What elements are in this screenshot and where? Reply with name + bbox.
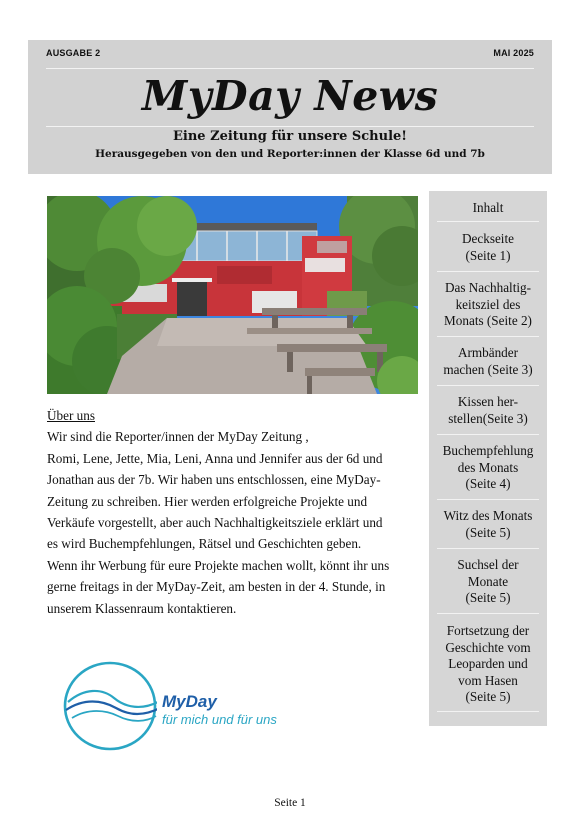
toc-item-line: (Seite 5) [465,689,511,704]
issue-date: MAI 2025 [493,48,534,58]
about-line: Verkäufe vorgestellt, aber auch Nachhaltigkeitsziele erklärt und [47,515,383,531]
toc-item-line: keitsziel des [455,296,521,312]
logo-tagline: für mich und für uns [162,712,277,727]
toc-item-witz[interactable] [437,508,539,541]
toc-divider [437,499,539,500]
toc-divider [437,613,539,614]
toc-title: Inhalt [472,200,504,215]
masthead-rule-bottom [46,126,534,127]
toc-item-deckseite[interactable] [437,231,539,264]
masthead [28,40,552,174]
toc-item-fortsetzung[interactable] [437,623,539,706]
toc-item-line: (Seite 5) [465,590,511,605]
school-building-image [47,196,418,394]
about-us-heading: Über uns [47,408,95,423]
toc-item-suchsel[interactable] [437,557,539,607]
toc-item-line: des Monats [457,459,519,475]
toc-item-line: Buchempfehlung [442,443,534,458]
toc-item-armbaender[interactable] [437,345,539,378]
school-photo [47,196,418,394]
table-of-contents [429,191,547,726]
toc-divider [437,221,539,222]
about-line: Jonathan aus der 7b. Wir haben uns entschlossen, eine MyDay- [47,472,381,488]
about-us-section [47,405,437,619]
about-line: Wir sind die Reporter/innen der MyDay Zeitung , [47,429,309,445]
toc-item-line: Fortsetzung der [446,623,530,638]
myday-logo [62,658,312,760]
toc-item-line: (Seite 5) [465,524,511,540]
about-line: Romi, Lene, Jette, Mia, Leni, Anna und Jennifer aus der 6d und [47,450,383,466]
toc-item-line: Witz des Monats [443,508,533,523]
toc-divider [437,271,539,272]
about-line: unserem Klassenraum kontaktieren. [47,600,237,616]
newspaper-subtitle: Eine Zeitung für unsere Schule! [173,129,407,144]
toc-item-nachhaltigkeitsziel[interactable] [437,280,539,330]
about-line: Zeitung zu schreiben. Hier werden erfolgreiche Projekte und [47,493,368,509]
toc-item-line: stellen(Seite 3) [448,410,528,426]
myday-logo-graphic [62,658,312,760]
toc-divider [437,711,539,712]
toc-item-line: Monats (Seite 2) [444,313,532,328]
toc-item-line: Armbänder [457,345,519,360]
toc-divider [437,434,539,435]
toc-item-line: Suchsel der [457,557,519,572]
newspaper-title: MyDay News [141,72,439,120]
toc-item-line: Kissen her- [457,394,519,409]
toc-item-line: Deckseite [462,231,514,246]
logo-name: MyDay [162,692,217,711]
toc-item-line: (Seite 4) [465,476,511,491]
page-number: Seite 1 [274,797,306,809]
toc-divider [437,548,539,549]
masthead-rule-top [46,68,534,69]
toc-divider [437,385,539,386]
toc-item-line: machen (Seite 3) [443,361,533,377]
toc-item-line: Monate [467,573,509,589]
about-line: Wenn ihr Werbung für eure Projekte machen wollt, könnt ihr uns [47,557,390,573]
toc-item-line: Leoparden und [448,656,528,671]
about-line: gerne freitags in der MyDay-Zeit, am besten in der 4. Stunde, in [47,579,386,595]
newspaper-byline: Herausgegeben von den und Reporter:innen der Klasse 6d und 7b [95,148,485,160]
about-line: es wird Buchempfehlungen, Rätsel und Geschichten geben. [47,536,362,552]
toc-divider [437,336,539,337]
toc-item-line: vom Hasen [458,672,518,688]
toc-item-line: (Seite 1) [465,247,511,263]
toc-item-buchempfehlung[interactable] [437,443,539,493]
masthead-topline [46,46,534,60]
toc-item-line: Geschichte vom [445,639,531,655]
issue-number: AUSGABE 2 [46,48,101,58]
toc-item-kissen[interactable] [437,394,539,427]
toc-item-line: Das Nachhaltig- [444,280,532,295]
